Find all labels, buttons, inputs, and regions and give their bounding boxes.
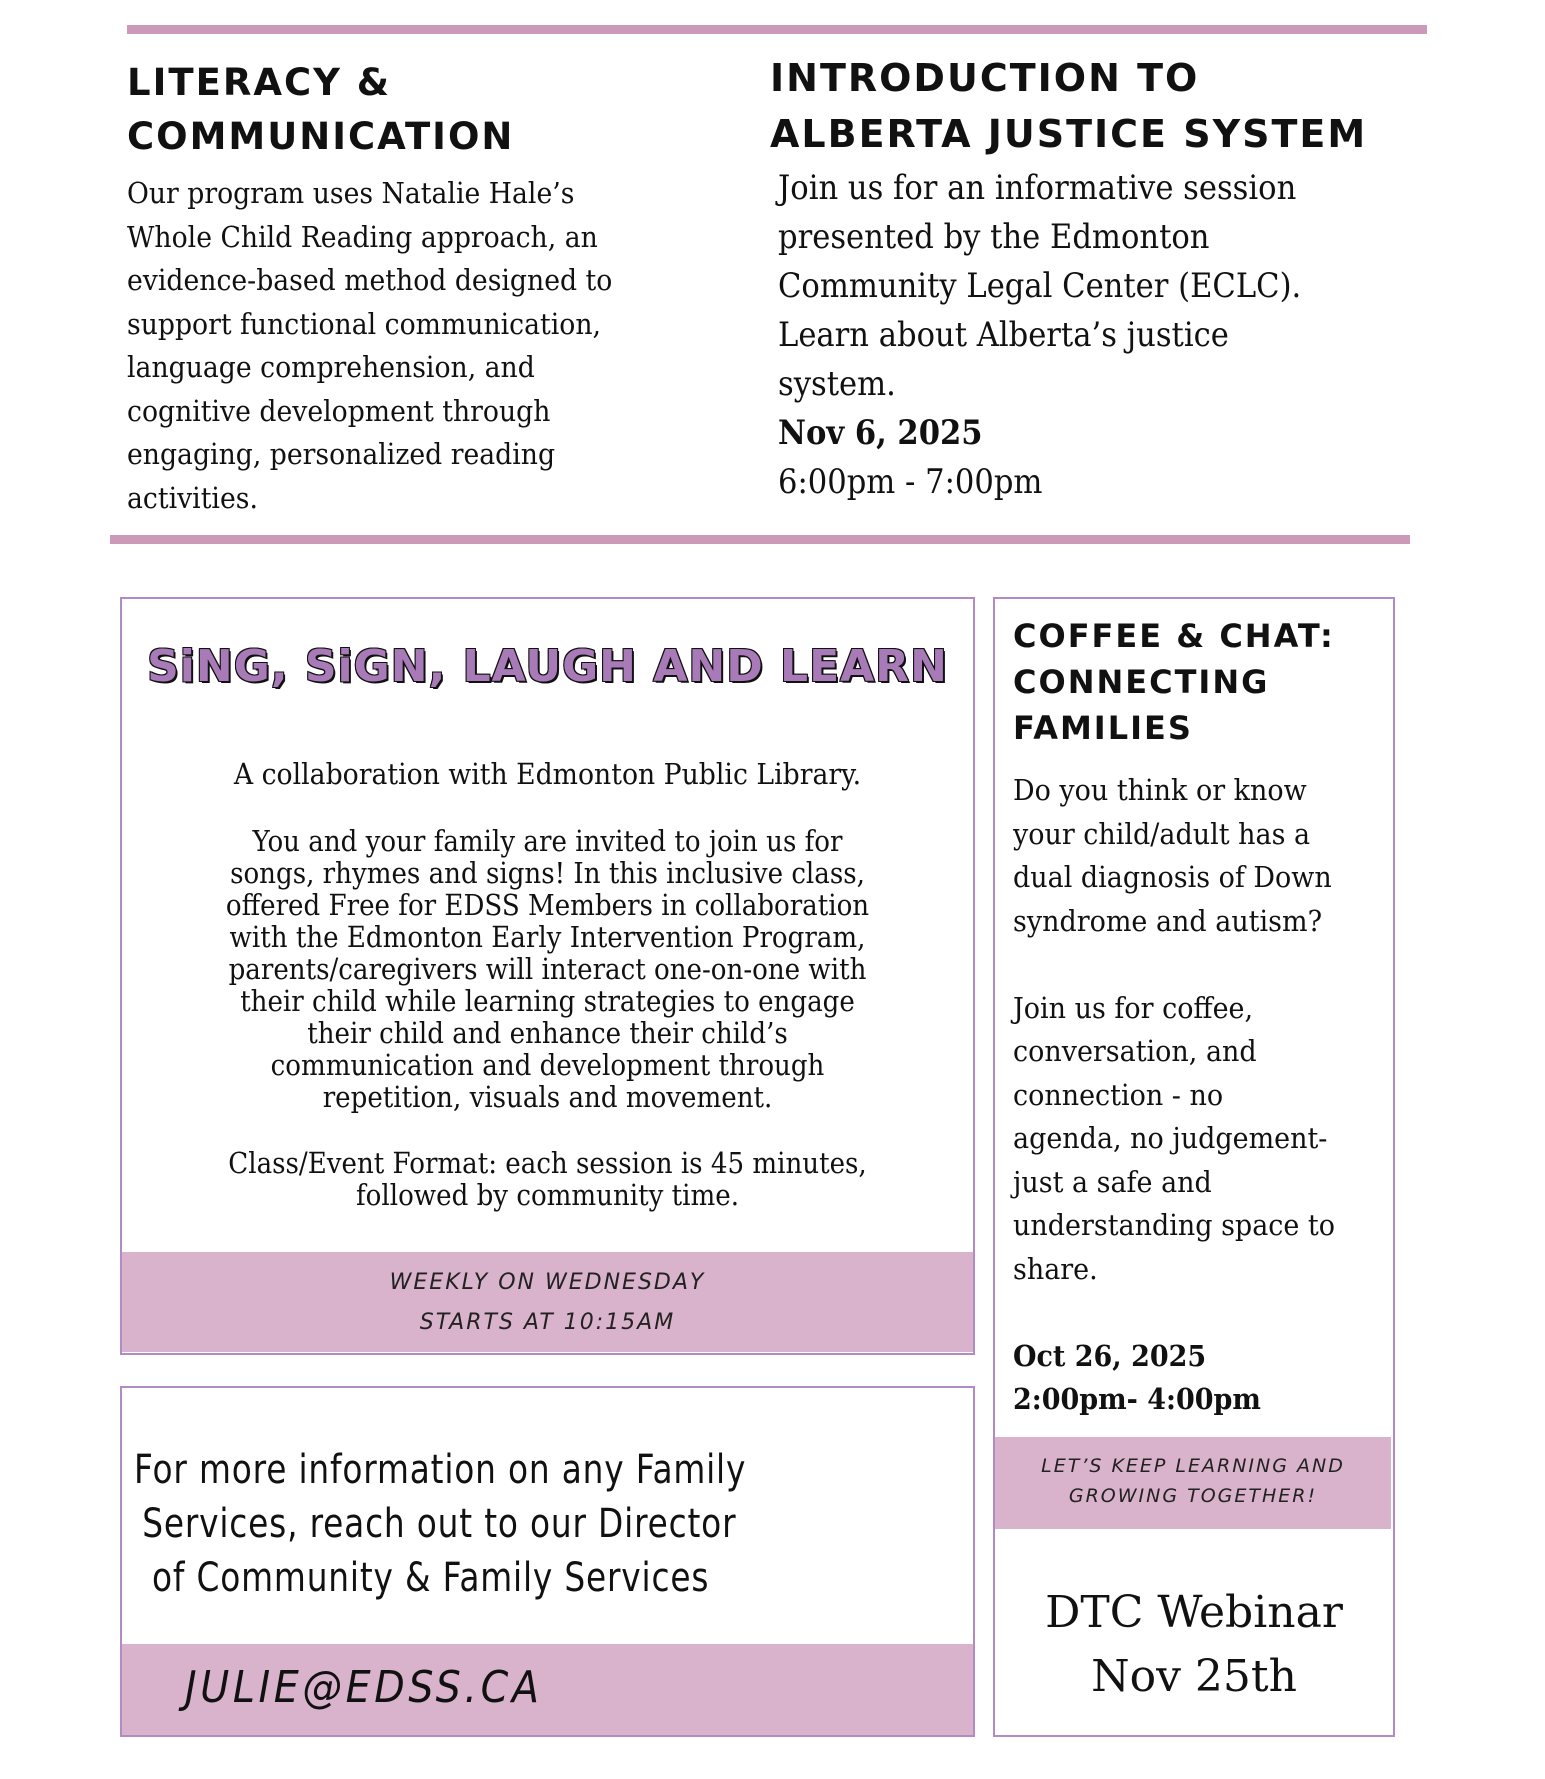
justice-heading: INTRODUCTION TO ALBERTA JUSTICE SYSTEM [770,56,1368,156]
sing-sign-card [120,597,975,1355]
literacy-body: Our program uses Natalie Hale’s Whole Child Reading approach, an evidence-based method designed to support functional communication, language comprehension, and cognitive development through engaging, personalized reading activities. [127,176,613,515]
coffee-heading: COFFEE & CHAT: CONNECTING FAMILIES [1013,617,1335,747]
coffee-date: Oct 26, 2025 [1013,1338,1207,1373]
middle-divider [110,535,1410,544]
justice-date: Nov 6, 2025 [778,413,983,453]
contact-card [120,1386,975,1737]
literacy-section [127,56,727,520]
webinar-date: Nov 25th [1091,1651,1297,1702]
coffee-time: 2:00pm- 4:00pm [1013,1382,1261,1416]
sing-schedule-band [122,1252,973,1352]
spacer [1013,1291,1404,1335]
justice-section [770,50,1450,507]
sing-body: You and your family are invited to join us for songs, rhymes and signs! In this inclusive class, offered Free for EDSS Members in collaboration with the Edmonton Early Intervention Program, parents/caregivers will interact one-on-one with their child while learning strategies to engage their child and enhance their child’s communication and development through repetition, visuals and movement. [225,824,870,1114]
sing-schedule: WEEKLY ON WEDNESDAY STARTS AT 10:15AM [389,1270,706,1335]
contact-message: For more information on any Family Services, reach out to our Director of Community & Family Services [134,1447,747,1601]
justice-body: Join us for an informative session presented by the Edmonton Community Legal Center (ECLC). Learn about Alberta’s justice system. Nov 6, 2025 6:00pm - 7:00pm [778,164,1426,507]
justice-time: 6:00pm - 7:00pm [778,462,1043,502]
coffee-chat-card [993,597,1395,1737]
coffee-band [995,1437,1391,1529]
spacer [1013,943,1404,987]
coffee-tagline: LET’S KEEP LEARNING AND GROWING TOGETHER! [1041,1455,1345,1507]
contact-email-link[interactable]: JULIE@EDSS.CA [185,1662,543,1713]
sing-collab: A collaboration with Edmonton Public Library. [233,757,862,791]
literacy-heading: LITERACY & COMMUNICATION [127,61,515,158]
contact-email-band [122,1644,973,1735]
top-divider [127,25,1427,34]
coffee-body: Do you think or know your child/adult has a dual diagnosis of Down syndrome and autism? Join us for coffee, conversation, and connection - no agenda, no judgement- just a safe and understanding space to share. Oct 26, 2025 2:00pm- 4:00pm [1013,769,1404,1422]
webinar-title: DTC Webinar [1045,1587,1343,1638]
sing-sign-title: SiNG, SiGN, LAUGH AND LEARN [147,641,948,692]
webinar-notice [995,1581,1393,1709]
sing-format: Class/Event Format: each session is 45 minutes, followed by community time. [228,1146,867,1212]
